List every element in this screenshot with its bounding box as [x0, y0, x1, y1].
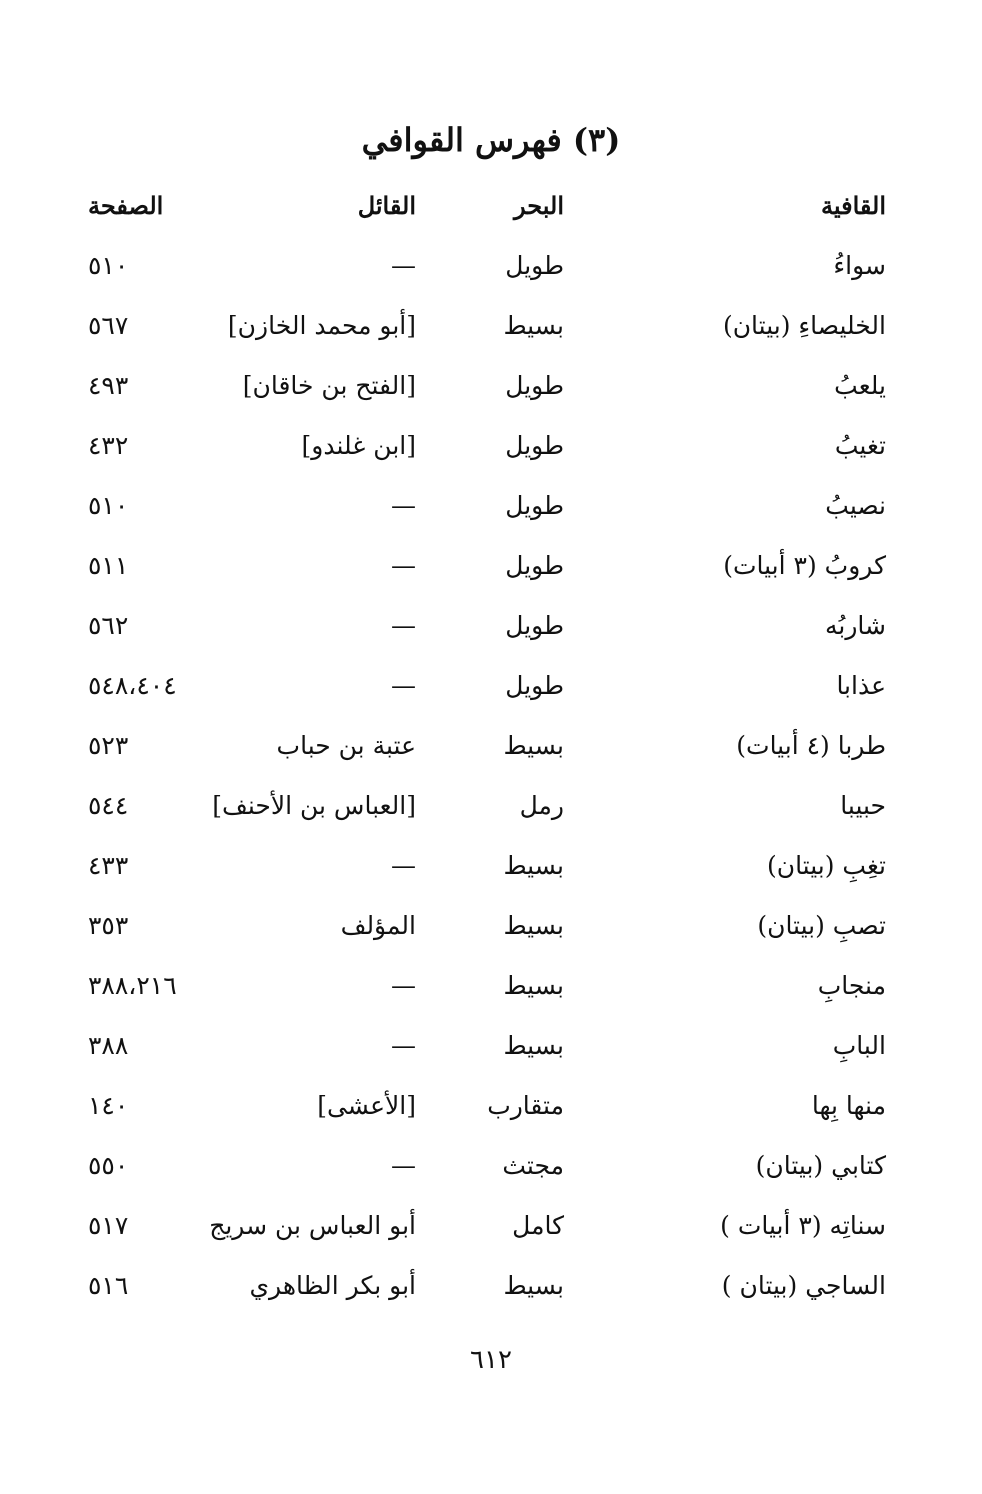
cell-page: ٥١٧	[88, 1211, 129, 1240]
cell-qaail: —	[391, 491, 416, 520]
rhymes-index-table	[0, 176, 982, 1316]
cell-qafiya: البابِ	[832, 1031, 886, 1060]
cell-qafiya: نصيبُ	[825, 491, 886, 520]
cell-bahr: بسيط	[503, 1271, 564, 1300]
cell-qaail: [أبو محمد الخازن]	[227, 311, 416, 340]
cell-qaail: —	[391, 971, 416, 1000]
header-qaail: القائل	[357, 191, 416, 220]
cell-page: ٤٣٣	[88, 851, 129, 880]
cell-qafiya: الخليصاءِ (بيتان)	[722, 311, 886, 340]
cell-page: ٥١٠	[88, 491, 129, 520]
table-row	[0, 776, 982, 836]
header-page: الصفحة	[88, 191, 164, 220]
cell-page: ٥١٦	[88, 1271, 129, 1300]
table-body	[0, 236, 982, 1316]
cell-page: ٥٦٢	[88, 611, 129, 640]
cell-page: ٣٨٨،٢١٦	[88, 971, 177, 1000]
cell-bahr: بسيط	[503, 1031, 564, 1060]
cell-page: ٤٣٢	[88, 431, 129, 460]
cell-qaail: أبو بكر الظاهري	[249, 1271, 416, 1300]
cell-page: ٥١١	[88, 551, 129, 580]
table-row	[0, 296, 982, 356]
cell-qafiya: عذابا	[836, 671, 886, 700]
cell-page: ٥٤٤	[88, 791, 129, 820]
page-title: (٣) فهرس القوافي	[361, 121, 621, 159]
table-row	[0, 356, 982, 416]
table-header	[0, 176, 982, 236]
cell-qaail: [الأعشى]	[317, 1091, 416, 1120]
cell-page: ٣٨٨	[88, 1031, 129, 1060]
table-row	[0, 896, 982, 956]
cell-bahr: طويل	[505, 491, 564, 520]
cell-qafiya: طربا (٤ أبيات)	[736, 731, 886, 760]
cell-page: ٥٢٣	[88, 731, 129, 760]
table-row	[0, 956, 982, 1016]
cell-qafiya: تصبِ (بيتان)	[757, 911, 886, 940]
cell-bahr: بسيط	[503, 971, 564, 1000]
header-qafiya: القافية	[820, 191, 886, 220]
table-row	[0, 1076, 982, 1136]
cell-bahr: متقارب	[487, 1091, 564, 1120]
header-bahr: البحر	[514, 191, 564, 220]
cell-qaail: —	[391, 851, 416, 880]
cell-bahr: رمل	[519, 791, 564, 820]
cell-page: ٣٥٣	[88, 911, 129, 940]
cell-qaail: —	[391, 671, 416, 700]
cell-qafiya: سواءُ	[833, 251, 886, 280]
cell-bahr: طويل	[505, 611, 564, 640]
cell-bahr: بسيط	[503, 311, 564, 340]
cell-page: ٥١٠	[88, 251, 129, 280]
cell-bahr: كامل	[512, 1211, 564, 1240]
cell-bahr: بسيط	[503, 731, 564, 760]
table-row	[0, 416, 982, 476]
cell-bahr: بسيط	[503, 911, 564, 940]
cell-qaail: [ابن غلندو]	[301, 431, 416, 460]
cell-qaail: —	[391, 1031, 416, 1060]
cell-qafiya: منجابِ	[817, 971, 886, 1000]
cell-qaail: عتبة بن حباب	[276, 731, 416, 760]
page-number: ٦١٢	[470, 1345, 512, 1375]
cell-bahr: طويل	[505, 671, 564, 700]
cell-qafiya: يلعبُ	[834, 371, 886, 400]
cell-qaail: [العباس بن الأحنف]	[212, 791, 416, 820]
cell-page: ٥٤٨،٤٠٤	[88, 671, 177, 700]
cell-bahr: طويل	[505, 251, 564, 280]
cell-qafiya: كروبُ (٣ أبيات)	[723, 551, 886, 580]
cell-qafiya: تغِبِ (بيتان)	[766, 851, 886, 880]
cell-qaail: —	[391, 251, 416, 280]
cell-page: ٥٥٠	[88, 1151, 129, 1180]
cell-bahr: طويل	[505, 371, 564, 400]
cell-qafiya: حبيبا	[840, 791, 886, 820]
cell-bahr: مجتث	[502, 1151, 564, 1180]
cell-bahr: طويل	[505, 551, 564, 580]
cell-bahr: بسيط	[503, 851, 564, 880]
cell-qafiya: سناتِه (٣ أبيات )	[720, 1211, 886, 1240]
table-row	[0, 836, 982, 896]
table-row	[0, 476, 982, 536]
cell-qafiya: شاربُه	[825, 611, 886, 640]
table-row	[0, 1256, 982, 1316]
table-row	[0, 1136, 982, 1196]
cell-page: ٤٩٣	[88, 371, 129, 400]
cell-qaail: —	[391, 611, 416, 640]
cell-qaail: —	[391, 551, 416, 580]
table-row	[0, 656, 982, 716]
cell-qaail: [الفتح بن خاقان]	[242, 371, 416, 400]
table-row	[0, 236, 982, 296]
cell-page: ١٤٠	[88, 1091, 129, 1120]
cell-qaail: أبو العباس بن سريج	[209, 1211, 416, 1240]
table-row	[0, 1016, 982, 1076]
cell-qafiya: تغيبُ	[834, 431, 886, 460]
cell-qafiya: منها بِها	[811, 1091, 886, 1120]
cell-qafiya: كتابي (بيتان)	[755, 1151, 886, 1180]
cell-page: ٥٦٧	[88, 311, 129, 340]
cell-qafiya: الساجي (بيتان )	[721, 1271, 886, 1300]
table-row	[0, 536, 982, 596]
table-row	[0, 1196, 982, 1256]
table-row	[0, 716, 982, 776]
table-row	[0, 596, 982, 656]
cell-qaail: المؤلف	[340, 911, 416, 940]
cell-bahr: طويل	[505, 431, 564, 460]
cell-qaail: —	[391, 1151, 416, 1180]
